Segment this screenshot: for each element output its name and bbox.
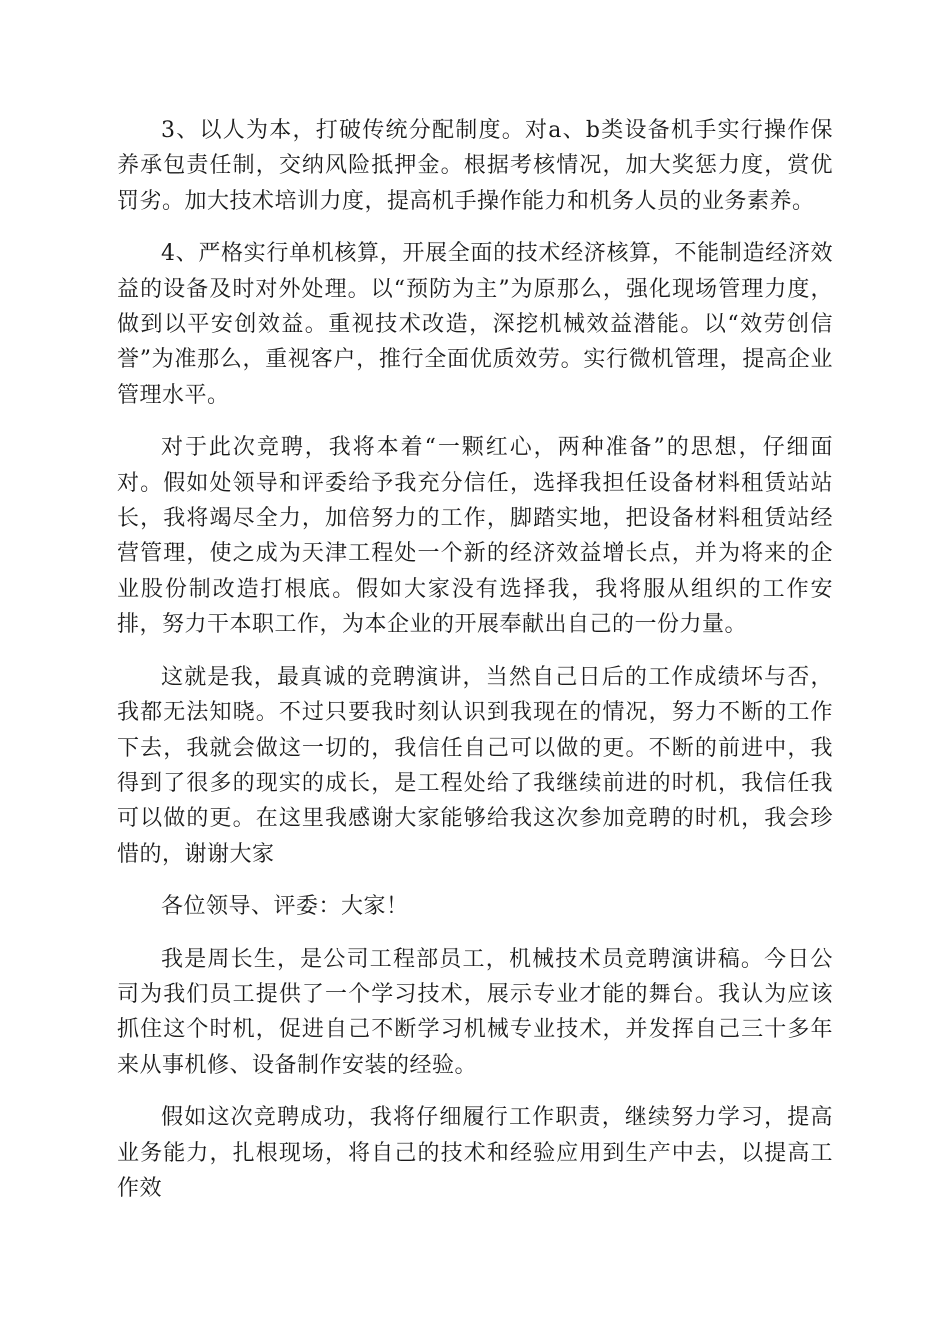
paragraph-introduction: 我是周长生，是公司工程部员工，机械技术员竞聘演讲稿。今日公司为我们员工提供了一个学习技术，展示专业才能的舞台。我认为应该抓住这个时机，促进自己不断学习机械专业技术，并发挥自己三十多年来从事机修、设备制作安装的经验。 (117, 946, 833, 1078)
paragraph-commitment: 假如这次竞聘成功，我将仔细履行工作职责，继续努力学习，提高业务能力，扎根现场，将自己的技术和经验应用到生产中去，以提高工作效 (117, 1105, 833, 1201)
paragraph-salutation: 各位领导、评委：大家！ (161, 894, 409, 920)
paragraph-item-3: 3、以人为本，打破传统分配制度。对a、b类设备机手实行操作保养承包责任制，交纳风险抵押金。根据考核情况，加大奖惩力度，赏优罚劣。加大技术培训力度，提高机手操作能力和机务人员的业务素养。 (117, 118, 833, 214)
paragraph-closing: 这就是我，最真诚的竞聘演讲，当然自己日后的工作成绩坏与否，我都无法知晓。不过只要我时刻认识到我现在的情况，努力不断的工作下去，我就会做这一切的，我信任自己可以做的更。不断的前进中，我得到了很多的现实的成长，是工程处给了我继续前进的时机，我信任我可以做的更。在这里我感谢大家能够给我这次参加竞聘的时机，我会珍惜的，谢谢大家 (117, 664, 833, 867)
document-page (117, 113, 833, 1223)
paragraph-item-4: 4、严格实行单机核算，开展全面的技术经济核算，不能制造经济效益的设备及时对外处理。以“预防为主”为原那么，强化现场管理力度，做到以平安创效益。重视技术改造，深挖机械效益潜能。以“效劳创信誉”为准那么，重视客户，推行全面优质效劳。实行微机管理，提高企业管理水平。 (117, 241, 833, 408)
paragraph-competition-attitude: 对于此次竞聘，我将本着“一颗红心，两种准备”的思想，仔细面对。假如处领导和评委给予我充分信任，选择我担任设备材料租赁站站长，我将竭尽全力，加倍努力的工作，脚踏实地，把设备材料租赁站经营管理，使之成为天津工程处一个新的经济效益增长点，并为将来的企业股份制改造打根底。假如大家没有选择我，我将服从组织的工作安排，努力干本职工作，为本企业的开展奉献出自己的一份力量。 (117, 435, 833, 638)
